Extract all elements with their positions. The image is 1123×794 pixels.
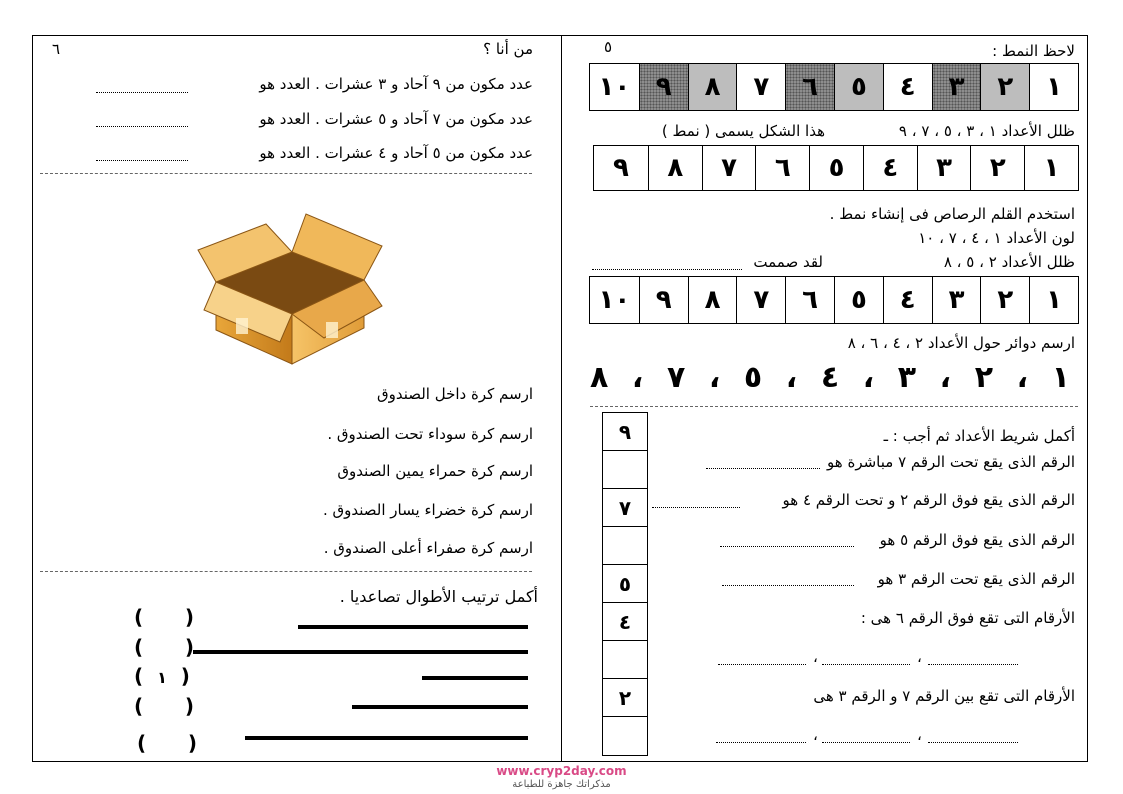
you-designed-label: لقد صممت [753, 253, 823, 271]
column-divider [561, 35, 562, 762]
strip-cell: ٢ [603, 679, 647, 717]
box-icon [196, 210, 386, 370]
length-answer-3[interactable]: ( ١ ) [134, 664, 190, 688]
strip-answer-5b[interactable] [822, 664, 910, 665]
box-instruction-1: ارسم كرة داخل الصندوق [376, 385, 533, 403]
row3-cell: ٢ [980, 277, 1029, 323]
row3-cell: ١ [1029, 277, 1078, 323]
strip-answer-5a[interactable] [718, 664, 806, 665]
row3-cell: ٧ [736, 277, 785, 323]
strip-q3: الرقم الذى يقع فوق الرقم ٥ هو [879, 531, 1075, 549]
row2-cell: ١ [1024, 146, 1078, 190]
strip-q5: الأرقام التى تقع فوق الرقم ٦ هى : [860, 609, 1075, 627]
comma-6b: ، [917, 726, 922, 744]
length-bar-5 [245, 736, 528, 740]
answer-line-q3[interactable] [96, 160, 188, 161]
row2-cell: ٩ [613, 153, 629, 183]
row2-cell: ٥ [809, 146, 863, 190]
length-bar-3 [422, 676, 528, 680]
strip-empty-cell[interactable] [603, 641, 647, 679]
row3-cell: ٩ [639, 277, 688, 323]
row1-cell: ٩ [639, 64, 688, 110]
designed-answer-line[interactable] [592, 269, 742, 270]
length-answer-1[interactable]: ( ) [134, 605, 195, 629]
row2-cell: ٢ [970, 146, 1024, 190]
sequence-number[interactable]: ٣ [897, 360, 917, 395]
strip-empty-cell[interactable] [603, 717, 647, 755]
page-number-left: ٦ [52, 40, 61, 58]
who-am-i-title: من أنا ؟ [483, 40, 533, 58]
strip-answer-6b[interactable] [822, 742, 910, 743]
strip-cell: ٩ [603, 413, 647, 451]
pattern-row-3 [589, 276, 1079, 324]
row1-cell: ٧ [736, 64, 785, 110]
sequence-number[interactable]: ٤ [820, 360, 840, 395]
row1-cell: ٢ [980, 64, 1029, 110]
strip-q6: الأرقام التى تقع بين الرقم ٧ و الرقم ٣ هى [813, 687, 1075, 705]
strip-q1: الرقم الذى يقع تحت الرقم ٧ مباشرة هو [827, 453, 1075, 471]
row2-cell: ٤ [863, 146, 917, 190]
sequence-number[interactable]: ٢ [974, 360, 993, 395]
sequence-number[interactable]: ٥ [743, 360, 763, 395]
row1-cell: ٦ [785, 64, 834, 110]
box-instruction-5: ارسم كرة صفراء أعلى الصندوق . [323, 539, 533, 557]
strip-answer-2[interactable] [652, 507, 740, 508]
strip-answer-6a[interactable] [716, 742, 806, 743]
row2-cell: ٦ [755, 146, 809, 190]
sequence-number[interactable]: ١ [1051, 360, 1070, 395]
row1-cell: ٥ [834, 64, 883, 110]
row2-cell: ٣ [917, 146, 971, 190]
row3-cell: ٤ [883, 277, 932, 323]
sequence-comma: ، [785, 360, 798, 395]
notice-pattern-title: لاحظ النمط : [992, 42, 1075, 60]
footer-url[interactable]: www.cryp2day.com [496, 764, 627, 778]
strip-q2: الرقم الذى يقع فوق الرقم ٢ و تحت الرقم ٤ هو [782, 491, 1075, 509]
pattern-row-2 [593, 145, 1079, 191]
shade-instruction: ظلل الأعداد ١ ، ٣ ، ٥ ، ٧ ، ٩ [898, 122, 1075, 140]
circles-instruction: ارسم دوائر حول الأعداد ٢ ، ٤ ، ٦ ، ٨ [847, 334, 1075, 352]
pattern-name: هذا الشكل يسمى ( نمط ) [661, 122, 825, 140]
row1-cell: ١٠ [598, 72, 631, 102]
strip-cell: ٥ [603, 565, 647, 603]
number-sequence [590, 360, 1070, 395]
strip-cell: ٧ [603, 489, 647, 527]
sequence-comma: ، [631, 360, 644, 395]
strip-cell: ٤ [603, 603, 647, 641]
box-instruction-2: ارسم كرة سوداء تحت الصندوق . [327, 425, 533, 443]
length-bar-1 [298, 625, 528, 629]
section-divider-2 [40, 571, 532, 572]
strip-empty-cell[interactable] [603, 527, 647, 565]
footer-tagline: مذكراتك جاهزة للطباعة [512, 779, 611, 790]
strip-answer-1[interactable] [706, 468, 820, 469]
answer-line-q1[interactable] [96, 92, 188, 93]
row1-cell: ٤ [883, 64, 932, 110]
section-divider-right [590, 406, 1078, 407]
strip-q4: الرقم الذى يقع تحت الرقم ٣ هو [877, 570, 1075, 588]
row1-cell: ٣ [932, 64, 981, 110]
comma-6a: ، [813, 726, 818, 744]
box-instruction-3: ارسم كرة حمراء يمين الصندوق [337, 462, 533, 480]
strip-empty-cell[interactable] [603, 451, 647, 489]
row3-cell: ١٠ [598, 285, 631, 315]
who-am-i-q2: عدد مكون من ٧ آحاد و ٥ عشرات . العدد هو [259, 110, 533, 128]
sequence-comma: ، [708, 360, 721, 395]
page-number-right: ٥ [604, 38, 613, 56]
who-am-i-q3: عدد مكون من ٥ آحاد و ٤ عشرات . العدد هو [259, 144, 533, 162]
length-answer-4[interactable]: ( ) [134, 694, 195, 718]
shade-instruction-2: ظلل الأعداد ٢ ، ٥ ، ٨ [943, 253, 1075, 271]
row3-cell: ٨ [688, 277, 737, 323]
who-am-i-q1: عدد مكون من ٩ آحاد و ٣ عشرات . العدد هو [259, 75, 533, 93]
box-instruction-4: ارسم كرة خضراء يسار الصندوق . [322, 501, 533, 519]
row1-cell: ١ [1029, 64, 1078, 110]
comma-5b: ، [917, 648, 922, 666]
row2-cell: ٧ [702, 146, 756, 190]
section-divider [40, 173, 532, 174]
strip-answer-6c[interactable] [928, 742, 1018, 743]
number-strip [602, 412, 648, 756]
strip-answer-3[interactable] [720, 546, 854, 547]
strip-answer-5c[interactable] [928, 664, 1018, 665]
sequence-number[interactable]: ٧ [666, 360, 686, 395]
answer-line-q2[interactable] [96, 126, 188, 127]
pattern-row-1 [589, 63, 1079, 111]
strip-answer-4[interactable] [722, 585, 854, 586]
sequence-comma: ، [1016, 360, 1029, 395]
sequence-comma: ، [862, 360, 875, 395]
row3-cell: ٣ [932, 277, 981, 323]
length-bar-4 [352, 705, 528, 709]
sequence-number[interactable]: ٨ [590, 360, 609, 395]
color-instruction: لون الأعداد ١ ، ٤ ، ٧ ، ١٠ [918, 229, 1075, 247]
sequence-comma: ، [939, 360, 952, 395]
lengths-title: أكمل ترتيب الأطوال تصاعديا . [339, 587, 538, 606]
length-answer-5[interactable]: ( ) [137, 731, 198, 755]
length-bar-2 [193, 650, 528, 654]
comma-5a: ، [813, 648, 818, 666]
pencil-instruction: استخدم القلم الرصاص فى إنشاء نمط . [829, 205, 1075, 223]
row2-cell: ٨ [648, 146, 702, 190]
row3-cell: ٦ [785, 277, 834, 323]
length-answer-2[interactable]: ( ) [134, 635, 195, 659]
row3-cell: ٥ [834, 277, 883, 323]
row1-cell: ٨ [688, 64, 737, 110]
strip-title: أكمل شريط الأعداد ثم أجب : ـ [883, 427, 1075, 445]
